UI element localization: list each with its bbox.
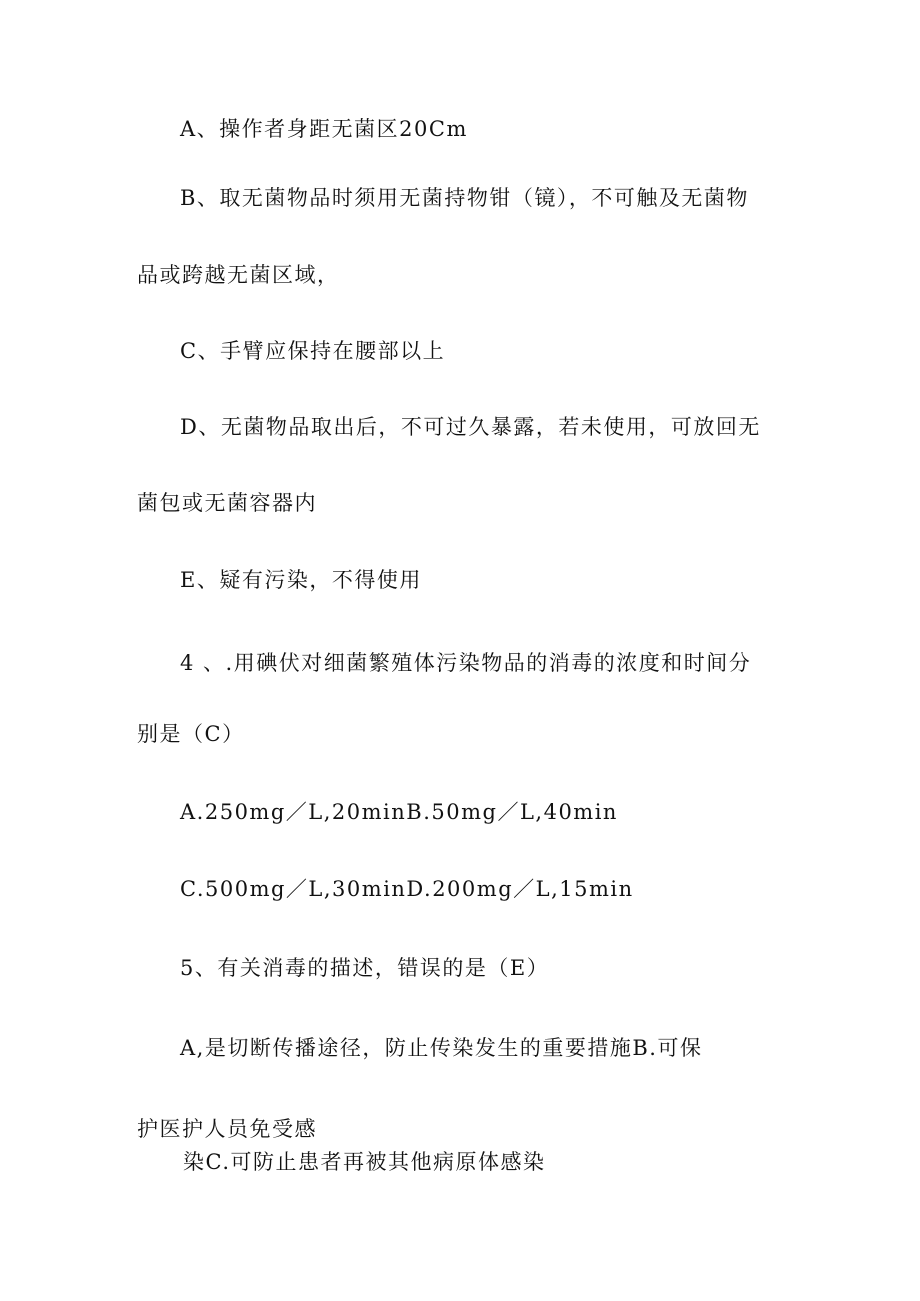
option-e-text: E、疑有污染，不得使用 [180,568,422,592]
question-4-options-ab: A.250mg／L,20minB.50mg／L,40min [180,800,618,824]
option-c-text: C、手臂应保持在腰部以上 [180,339,446,363]
question-4-text-line-1: 4 、.用碘伏对细菌繁殖体污染物品的消毒的浓度和时间分 [180,651,752,675]
question-5-text: 5、有关消毒的描述，错误的是（E） [180,956,550,980]
option-b-text-line-1: B、取无菌物品时须用无菌持物钳（镜），不可触及无菌物 [180,186,749,210]
question-5-option-c-text: 染C.可防止患者再被其他病原体感染 [183,1150,546,1174]
option-d-text-line-1: D、无菌物品取出后，不可过久暴露，若未使用，可放回无 [180,415,761,439]
option-a-text: A、操作者身距无菌区20Cm [180,117,468,141]
question-4-text-line-2: 别是（C） [137,722,245,746]
option-b-text-line-2: 品或跨越无菌区域， [137,263,340,287]
option-d-text-line-2: 菌包或无菌容器内 [137,491,317,515]
question-5-option-a-line-1: A,是切断传播途径，防止传染发生的重要措施B.可保 [180,1036,703,1060]
question-4-options-cd: C.500mg／L,30minD.200mg／L,15min [180,877,634,901]
question-5-option-a-line-2: 护医护人员免受感 [137,1117,317,1141]
